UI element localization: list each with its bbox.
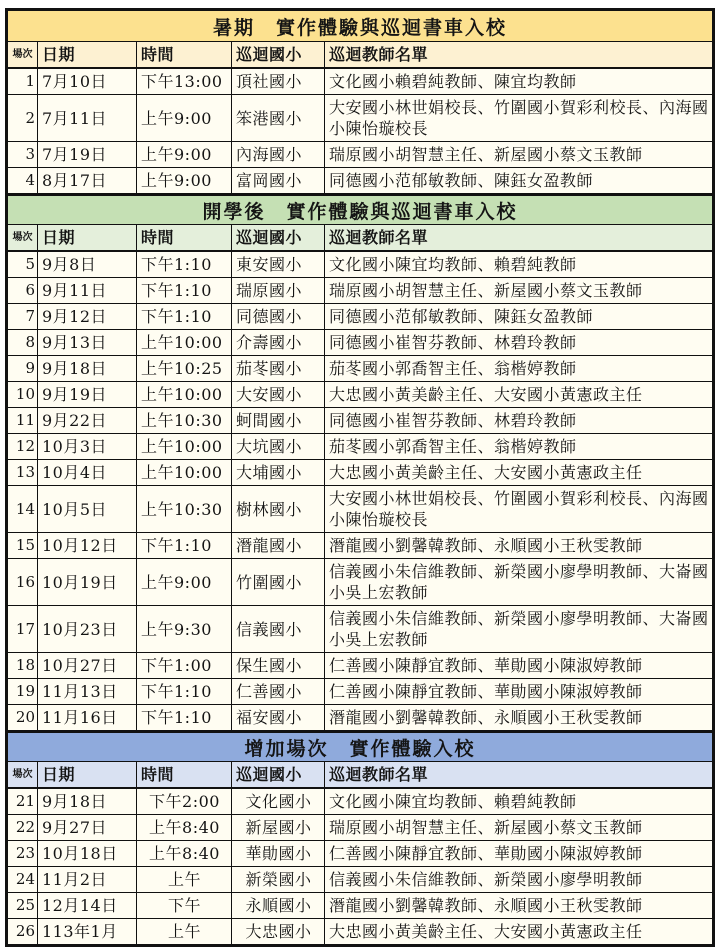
cell-session: 6 <box>8 278 38 303</box>
cell-time: 下午1:10 <box>137 252 232 277</box>
table-row <box>8 168 712 194</box>
column-header-time: 時間 <box>137 225 232 250</box>
cell-teachers: 仁善國小陳靜宜教師、華勛國小陳淑婷教師 <box>329 844 643 863</box>
cell-teachers: 潛龍國小劉馨韓教師、永順國小王秋雯教師 <box>329 896 643 915</box>
cell-time: 上午 <box>137 867 232 892</box>
table-row <box>8 95 712 142</box>
cell-school: 華勛國小 <box>232 841 325 866</box>
cell-session: 9 <box>8 356 38 381</box>
table-row <box>8 653 712 679</box>
column-header-date: 日期 <box>38 42 137 67</box>
schedule-section <box>8 11 712 194</box>
cell-date: 12月14日 <box>38 893 137 918</box>
column-header-date: 日期 <box>38 762 137 787</box>
cell-date: 7月10日 <box>38 69 137 94</box>
column-header-session: 場次 <box>8 42 38 67</box>
cell-school: 東安國小 <box>232 252 325 277</box>
cell-teachers: 茄苳國小郭喬智主任、翁楷婷教師 <box>329 437 577 456</box>
cell-session: 22 <box>8 815 38 840</box>
cell-teachers: 信義國小朱信維教師、新榮國小廖學明教師 <box>329 870 643 889</box>
cell-time: 下午1:10 <box>137 278 232 303</box>
cell-school: 福安國小 <box>232 705 325 730</box>
cell-time: 下午1:10 <box>137 679 232 704</box>
cell-time: 下午 <box>137 893 232 918</box>
column-header-school: 巡迴國小 <box>232 42 325 67</box>
section-title: 暑期 實作體驗與巡迴書車入校 <box>8 11 712 42</box>
cell-date: 7月19日 <box>38 142 137 167</box>
cell-session: 19 <box>8 679 38 704</box>
table-row <box>8 408 712 434</box>
cell-teachers: 潛龍國小劉馨韓教師、永順國小王秋雯教師 <box>329 708 643 727</box>
table-row <box>8 893 712 919</box>
column-header-teachers: 巡迴教師名單 <box>329 45 429 64</box>
cell-teachers: 大忠國小黃美齡主任、大安國小黃憲政主任 <box>329 922 643 941</box>
cell-school: 大忠國小 <box>232 919 325 944</box>
cell-teachers: 信義國小朱信維教師、新榮國小廖學明教師、大崙國小吳上宏教師 <box>329 609 709 649</box>
cell-session: 14 <box>8 486 38 532</box>
cell-date: 11月13日 <box>38 679 137 704</box>
cell-session: 13 <box>8 460 38 485</box>
table-row <box>8 559 712 606</box>
cell-teachers: 同德國小范郁敏教師、陳鈺女盈教師 <box>329 307 594 326</box>
column-header-date: 日期 <box>38 225 137 250</box>
table-row <box>8 382 712 408</box>
cell-session: 3 <box>8 142 38 167</box>
cell-date: 7月11日 <box>38 95 137 141</box>
cell-time: 上午8:40 <box>137 815 232 840</box>
cell-date: 11月2日 <box>38 867 137 892</box>
cell-teachers: 信義國小朱信維教師、新榮國小廖學明教師、大崙國小吳上宏教師 <box>329 562 709 602</box>
cell-teachers: 文化國小陳宜均教師、賴碧純教師 <box>329 792 577 811</box>
cell-teachers: 同德國小崔智芬教師、林碧玲教師 <box>329 411 577 430</box>
cell-teachers: 同德國小范郁敏教師、陳鈺女盈教師 <box>329 171 594 190</box>
cell-teachers: 大安國小林世娟校長、竹圍國小賀彩利校長、內海國小陳怡璇校長 <box>329 489 709 529</box>
table-row <box>8 815 712 841</box>
table-row <box>8 356 712 382</box>
schedule-section <box>8 731 712 944</box>
cell-school: 新榮國小 <box>232 867 325 892</box>
cell-teachers: 同德國小崔智芬教師、林碧玲教師 <box>329 333 577 352</box>
table-row <box>8 434 712 460</box>
table-row <box>8 919 712 944</box>
cell-school: 樹林國小 <box>232 486 325 532</box>
cell-time: 下午2:00 <box>137 789 232 814</box>
table-row <box>8 69 712 95</box>
cell-school: 潛龍國小 <box>232 533 325 558</box>
cell-date: 113年1月 <box>38 919 137 944</box>
table-row <box>8 304 712 330</box>
cell-session: 2 <box>8 95 38 141</box>
column-header-row <box>8 42 712 69</box>
cell-date: 9月13日 <box>38 330 137 355</box>
cell-time: 下午13:00 <box>137 69 232 94</box>
cell-school: 大安國小 <box>232 382 325 407</box>
cell-date: 10月3日 <box>38 434 137 459</box>
table-row <box>8 460 712 486</box>
cell-school: 瑞原國小 <box>232 278 325 303</box>
cell-date: 10月5日 <box>38 486 137 532</box>
cell-time: 下午1:10 <box>137 533 232 558</box>
cell-teachers: 潛龍國小劉馨韓教師、永順國小王秋雯教師 <box>329 536 643 555</box>
table-row <box>8 252 712 278</box>
cell-time: 上午9:00 <box>137 142 232 167</box>
cell-teachers: 大忠國小黃美齡主任、大安國小黃憲政主任 <box>329 385 643 404</box>
cell-date: 10月18日 <box>38 841 137 866</box>
cell-teachers: 文化國小賴碧純教師、陳宜均教師 <box>329 72 577 91</box>
column-header-school: 巡迴國小 <box>232 225 325 250</box>
cell-session: 4 <box>8 168 38 193</box>
cell-date: 8月17日 <box>38 168 137 193</box>
cell-teachers: 瑞原國小胡智慧主任、新屋國小蔡文玉教師 <box>329 145 643 164</box>
cell-school: 信義國小 <box>232 606 325 652</box>
cell-session: 8 <box>8 330 38 355</box>
cell-teachers: 茄苳國小郭喬智主任、翁楷婷教師 <box>329 359 577 378</box>
cell-time: 上午10:25 <box>137 356 232 381</box>
cell-time: 上午10:30 <box>137 486 232 532</box>
cell-school: 蚵間國小 <box>232 408 325 433</box>
cell-teachers: 瑞原國小胡智慧主任、新屋國小蔡文玉教師 <box>329 281 643 300</box>
cell-session: 20 <box>8 705 38 730</box>
cell-teachers: 文化國小陳宜均教師、賴碧純教師 <box>329 255 577 274</box>
cell-teachers: 大安國小林世娟校長、竹圍國小賀彩利校長、內海國小陳怡璇校長 <box>329 98 709 138</box>
column-header-school: 巡迴國小 <box>232 762 325 787</box>
table-row <box>8 533 712 559</box>
cell-date: 10月27日 <box>38 653 137 678</box>
table-row <box>8 841 712 867</box>
cell-date: 9月18日 <box>38 356 137 381</box>
cell-session: 10 <box>8 382 38 407</box>
section-title: 增加場次 實作體驗入校 <box>8 731 712 762</box>
cell-school: 文化國小 <box>232 789 325 814</box>
cell-school: 同德國小 <box>232 304 325 329</box>
cell-school: 大坑國小 <box>232 434 325 459</box>
table-row <box>8 705 712 731</box>
table-row <box>8 789 712 815</box>
cell-date: 10月12日 <box>38 533 137 558</box>
cell-session: 15 <box>8 533 38 558</box>
cell-school: 保生國小 <box>232 653 325 678</box>
cell-session: 12 <box>8 434 38 459</box>
column-header-time: 時間 <box>137 42 232 67</box>
cell-school: 茄苳國小 <box>232 356 325 381</box>
cell-time: 上午10:00 <box>137 434 232 459</box>
table-row <box>8 867 712 893</box>
column-header-teachers: 巡迴教師名單 <box>329 765 429 784</box>
table-row <box>8 330 712 356</box>
cell-time: 上午 <box>137 919 232 944</box>
cell-session: 11 <box>8 408 38 433</box>
cell-school: 永順國小 <box>232 893 325 918</box>
cell-session: 25 <box>8 893 38 918</box>
cell-date: 10月23日 <box>38 606 137 652</box>
cell-time: 上午9:00 <box>137 559 232 605</box>
cell-school: 竹圍國小 <box>232 559 325 605</box>
cell-time: 下午1:10 <box>137 705 232 730</box>
cell-session: 7 <box>8 304 38 329</box>
cell-session: 17 <box>8 606 38 652</box>
cell-date: 10月19日 <box>38 559 137 605</box>
table-row <box>8 679 712 705</box>
cell-date: 9月11日 <box>38 278 137 303</box>
cell-time: 下午1:10 <box>137 304 232 329</box>
cell-teachers: 仁善國小陳靜宜教師、華勛國小陳淑婷教師 <box>329 656 643 675</box>
cell-time: 上午8:40 <box>137 841 232 866</box>
cell-school: 笨港國小 <box>232 95 325 141</box>
column-header-teachers: 巡迴教師名單 <box>329 228 429 247</box>
cell-time: 上午9:00 <box>137 168 232 193</box>
cell-teachers: 瑞原國小胡智慧主任、新屋國小蔡文玉教師 <box>329 818 643 837</box>
cell-time: 上午10:00 <box>137 460 232 485</box>
cell-date: 9月19日 <box>38 382 137 407</box>
schedule-table <box>5 8 715 947</box>
cell-school: 大埔國小 <box>232 460 325 485</box>
cell-school: 頂社國小 <box>232 69 325 94</box>
cell-date: 9月18日 <box>38 789 137 814</box>
cell-date: 11月16日 <box>38 705 137 730</box>
table-row <box>8 278 712 304</box>
section-title: 開學後 實作體驗與巡迴書車入校 <box>8 194 712 225</box>
cell-session: 5 <box>8 252 38 277</box>
cell-session: 26 <box>8 919 38 944</box>
cell-time: 上午9:00 <box>137 95 232 141</box>
cell-session: 24 <box>8 867 38 892</box>
table-row <box>8 142 712 168</box>
column-header-session: 場次 <box>8 225 38 250</box>
cell-school: 仁善國小 <box>232 679 325 704</box>
column-header-row <box>8 762 712 789</box>
column-header-session: 場次 <box>8 762 38 787</box>
column-header-time: 時間 <box>137 762 232 787</box>
cell-school: 富岡國小 <box>232 168 325 193</box>
cell-session: 1 <box>8 69 38 94</box>
cell-teachers: 大忠國小黃美齡主任、大安國小黃憲政主任 <box>329 463 643 482</box>
cell-date: 9月8日 <box>38 252 137 277</box>
cell-school: 內海國小 <box>232 142 325 167</box>
cell-teachers: 仁善國小陳靜宜教師、華勛國小陳淑婷教師 <box>329 682 643 701</box>
cell-session: 23 <box>8 841 38 866</box>
cell-date: 9月12日 <box>38 304 137 329</box>
column-header-row <box>8 225 712 252</box>
cell-time: 上午10:00 <box>137 382 232 407</box>
cell-school: 新屋國小 <box>232 815 325 840</box>
cell-date: 9月22日 <box>38 408 137 433</box>
cell-time: 上午10:00 <box>137 330 232 355</box>
table-row <box>8 606 712 653</box>
cell-session: 16 <box>8 559 38 605</box>
cell-time: 上午9:30 <box>137 606 232 652</box>
cell-school: 介壽國小 <box>232 330 325 355</box>
cell-date: 9月27日 <box>38 815 137 840</box>
cell-time: 下午1:00 <box>137 653 232 678</box>
cell-session: 18 <box>8 653 38 678</box>
cell-time: 上午10:30 <box>137 408 232 433</box>
cell-session: 21 <box>8 789 38 814</box>
table-row <box>8 486 712 533</box>
cell-date: 10月4日 <box>38 460 137 485</box>
schedule-section <box>8 194 712 731</box>
